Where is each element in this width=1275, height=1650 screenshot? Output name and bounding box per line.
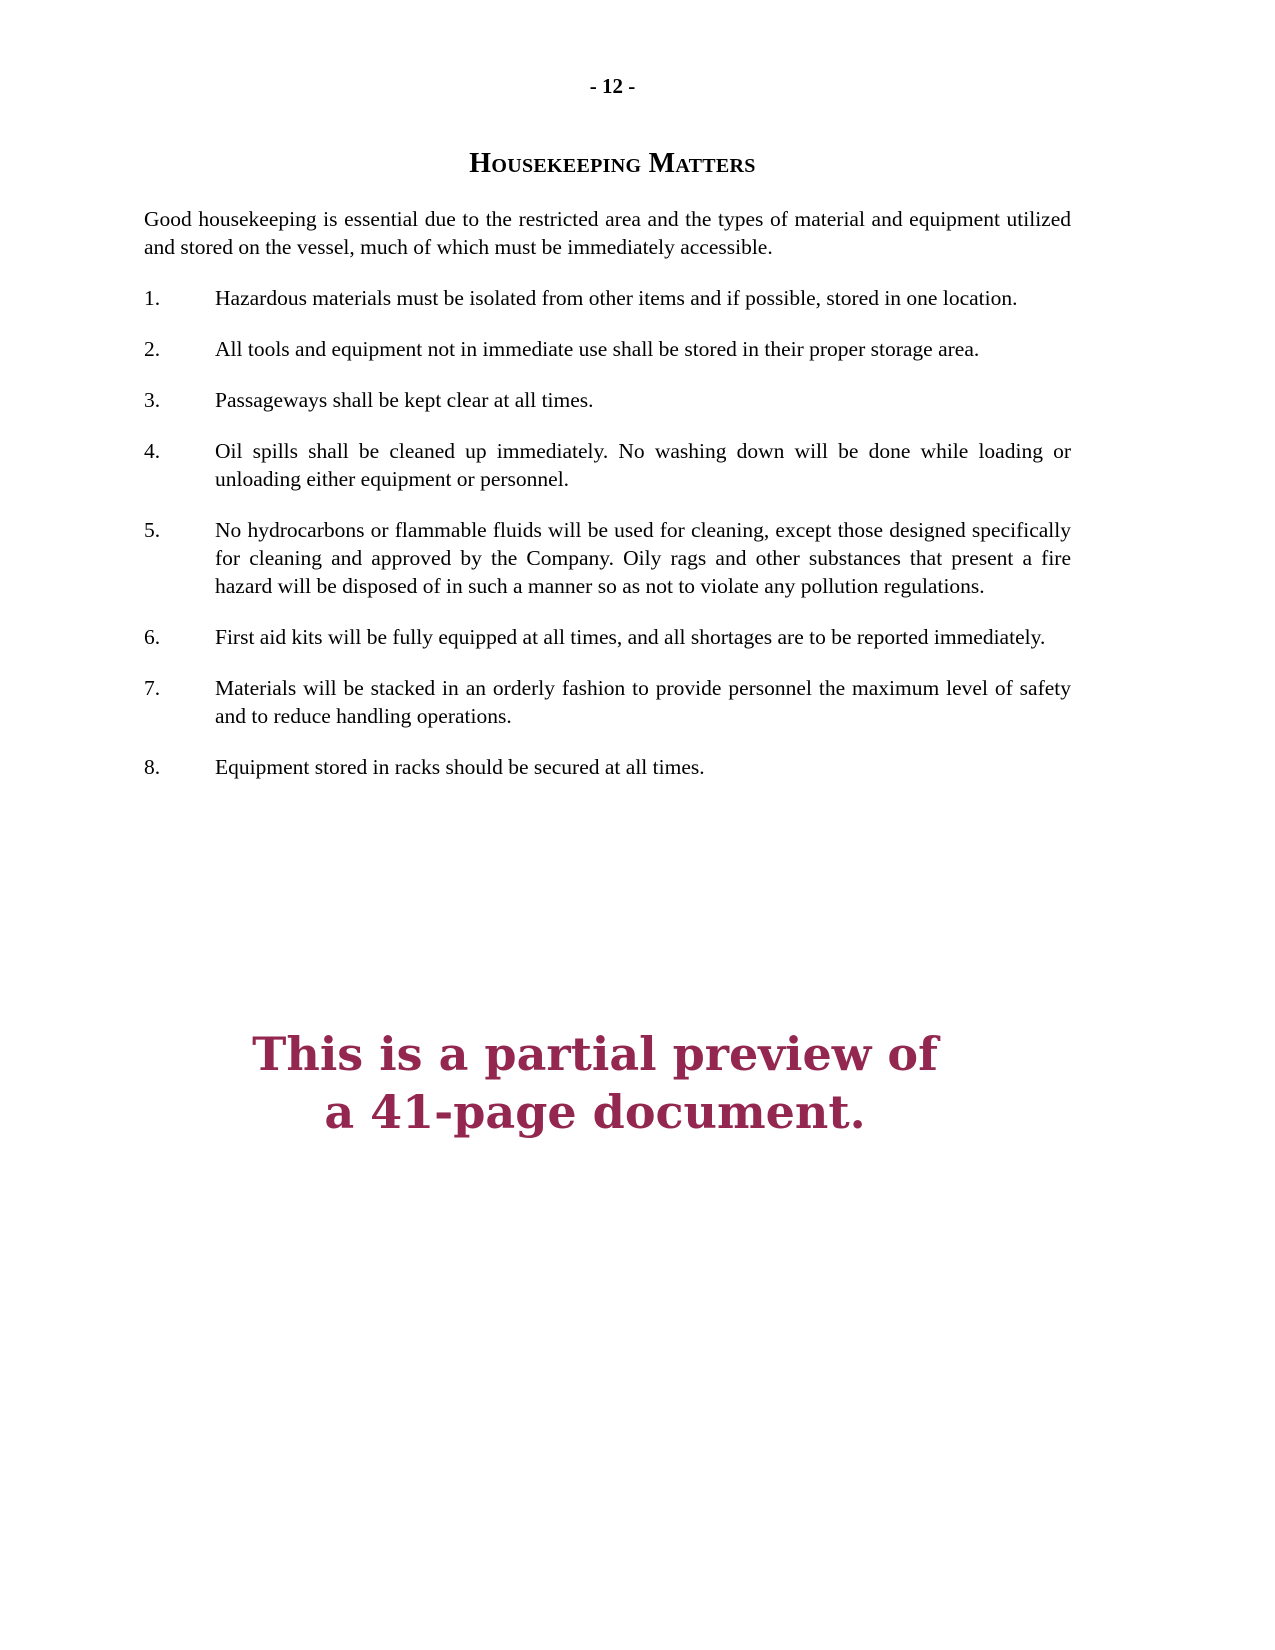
list-item: [144, 437, 1071, 493]
item-number: 5.: [144, 518, 161, 542]
page-number: - 12 -: [589, 74, 636, 98]
item-number: 1.: [144, 286, 161, 310]
item-number: 2.: [144, 337, 161, 361]
item-number: 6.: [144, 625, 161, 649]
item-number: 4.: [144, 439, 161, 463]
item-text: Materials will be stacked in an orderly fashion to provide personnel the maximum level of safety and to reduce handling operations.: [215, 676, 1071, 728]
list-item: [144, 674, 1071, 730]
item-text: First aid kits will be fully equipped at all times, and all shortages are to be reported immediately.: [215, 625, 1046, 649]
item-number: 3.: [144, 388, 161, 412]
list-item: [144, 516, 1071, 600]
item-number: 8.: [144, 755, 161, 779]
item-text: No hydrocarbons or flammable fluids will be used for cleaning, except those designed specifically for cleaning and approved by the Company. Oily rags and other substances that present a fire hazard will be disposed of in such a manner so as not to violate any pollution regulations.: [215, 518, 1071, 598]
preview-line-2: a 41-page document.: [324, 1085, 866, 1139]
list-item: [144, 284, 1071, 312]
list-item: [144, 335, 1071, 363]
list-item: [144, 753, 1071, 781]
item-text: Equipment stored in racks should be secured at all times.: [215, 755, 705, 779]
item-text: Oil spills shall be cleaned up immediately. No washing down will be done while loading or unloading either equipment or personnel.: [215, 439, 1071, 491]
list-item: [144, 623, 1071, 651]
intro-paragraph: Good housekeeping is essential due to the restricted area and the types of material and equipment utilized and stored on the vessel, much of which must be immediately accessible.: [144, 207, 1071, 259]
item-number: 7.: [144, 676, 161, 700]
item-text: All tools and equipment not in immediate use shall be stored in their proper storage area.: [215, 337, 980, 361]
item-text: Passageways shall be kept clear at all times.: [215, 388, 594, 412]
preview-notice: [0, 1025, 1190, 1141]
section-title: Housekeeping Matters: [469, 148, 756, 179]
rules-list: [144, 284, 1071, 804]
preview-line-1: This is a partial preview of: [252, 1027, 938, 1081]
item-text: Hazardous materials must be isolated from other items and if possible, stored in one location.: [215, 286, 1018, 310]
list-item: [144, 386, 1071, 414]
